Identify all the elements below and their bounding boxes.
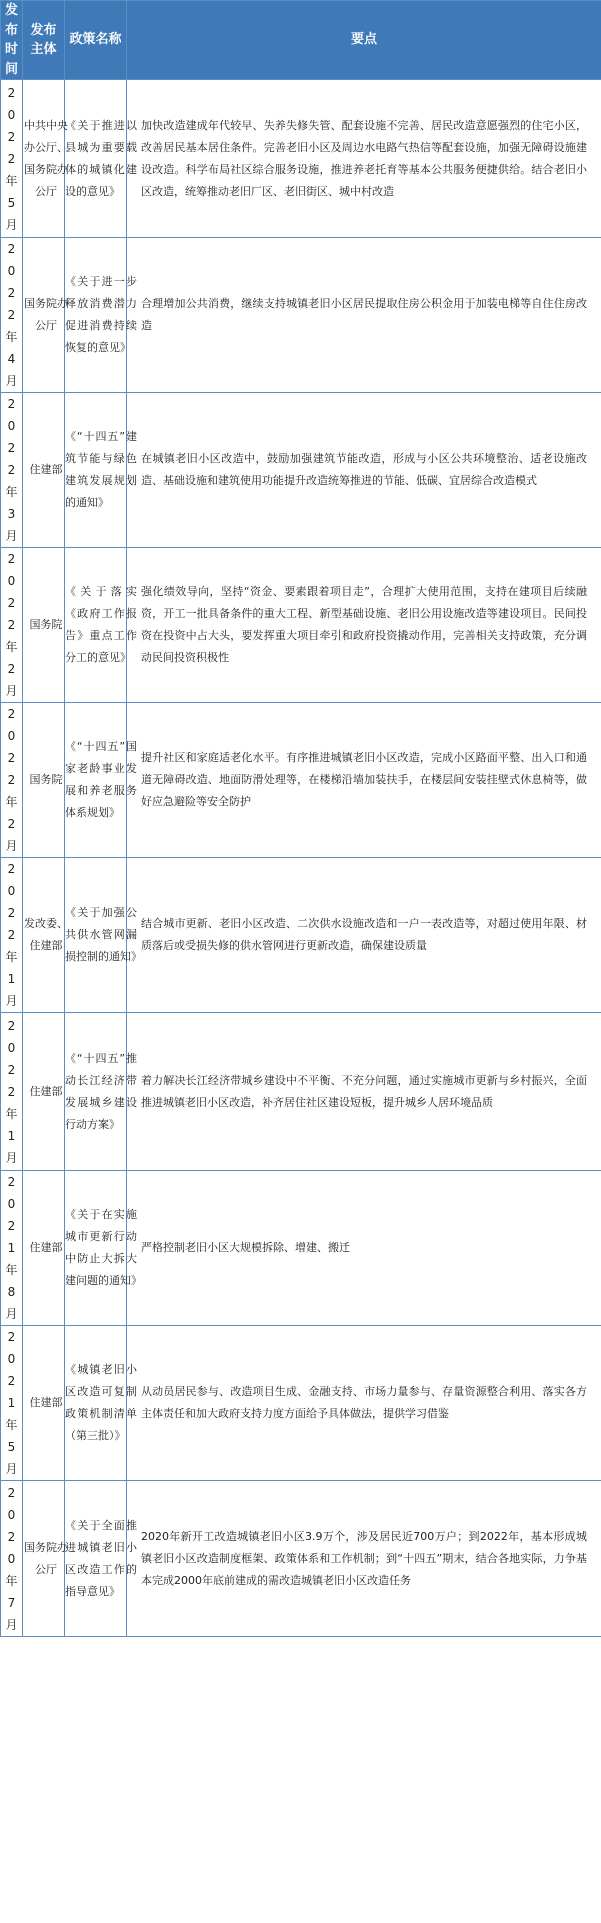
cell-points: 提升社区和家庭适老化水平。有序推进城镇老旧小区改造，完成小区路面平整、出入口和通道无障碍改造、地面防滑处理等，在楼梯沿墙加装扶手，在楼层间安装挂壁式休息椅等，做好应急避险等安全防护 bbox=[127, 703, 601, 858]
table-row bbox=[1, 703, 601, 858]
cell-policy: 《“十四五”建筑节能与绿色建筑发展规划的通知》 bbox=[65, 393, 127, 548]
table-row bbox=[1, 80, 601, 238]
cell-policy: 《“十四五”推动长江经济带发展城乡建设行动方案》 bbox=[65, 1013, 127, 1171]
cell-points: 强化绩效导向，坚持“资金、要素跟着项目走”，合理扩大使用范围，支持在建项目后续融资，开工一批具备条件的重大工程、新型基础设施、老旧公用设施改造等建设项目。民间投资在投资中占大头，要发挥重大项目牵引和政府投资撬动作用，完善相关支持政策，充分调动民间投资积极性 bbox=[127, 548, 601, 703]
header-points: 要点 bbox=[127, 1, 601, 80]
cell-points: 严格控制老旧小区大规模拆除、增建、搬迁 bbox=[127, 1171, 601, 1326]
cell-policy: 《关于在实施城市更新行动中防止大拆大建问题的通知》 bbox=[65, 1171, 127, 1326]
cell-issuer: 住建部 bbox=[23, 393, 65, 548]
cell-policy: 《关于落实《政府工作报告》重点工作分工的意见》 bbox=[65, 548, 127, 703]
cell-date: 2022年4月 bbox=[1, 238, 23, 393]
cell-issuer: 国务院办公厅 bbox=[23, 1481, 65, 1637]
cell-date: 2020年7月 bbox=[1, 1481, 23, 1637]
cell-issuer: 住建部 bbox=[23, 1013, 65, 1171]
cell-policy: 《“十四五”国家老龄事业发展和养老服务体系规划》 bbox=[65, 703, 127, 858]
table-row bbox=[1, 1481, 601, 1637]
table-row bbox=[1, 858, 601, 1013]
cell-points: 从动员居民参与、改造项目生成、金融支持、市场力量参与、存量资源整合利用、落实各方主体责任和加大政府支持力度方面给予具体做法，提供学习借鉴 bbox=[127, 1326, 601, 1481]
cell-policy: 《城镇老旧小区改造可复制政策机制清单（第三批）》 bbox=[65, 1326, 127, 1481]
cell-points: 2020年新开工改造城镇老旧小区3.9万个，涉及居民近700万户；到2022年，基本形成城镇老旧小区改造制度框架、政策体系和工作机制；到“十四五”期末，结合各地实际，力争基本完成2000年底前建成的需改造城镇老旧小区改造任务 bbox=[127, 1481, 601, 1637]
table-row bbox=[1, 238, 601, 393]
cell-policy: 《关于全面推进城镇老旧小区改造工作的指导意见》 bbox=[65, 1481, 127, 1637]
cell-policy: 《关于加强公共供水管网漏损控制的通知》 bbox=[65, 858, 127, 1013]
cell-issuer: 发改委、住建部 bbox=[23, 858, 65, 1013]
table-row bbox=[1, 1013, 601, 1171]
cell-date: 2021年5月 bbox=[1, 1326, 23, 1481]
table-row bbox=[1, 393, 601, 548]
header-policy: 政策名称 bbox=[65, 1, 127, 80]
header-issuer: 发布主体 bbox=[23, 1, 65, 80]
cell-date: 2022年5月 bbox=[1, 80, 23, 238]
cell-issuer: 国务院 bbox=[23, 703, 65, 858]
table-row bbox=[1, 1326, 601, 1481]
cell-points: 结合城市更新、老旧小区改造、二次供水设施改造和一户一表改造等，对超过使用年限、材质落后或受损失修的供水管网进行更新改造，确保建设质量 bbox=[127, 858, 601, 1013]
header-row bbox=[1, 1, 601, 80]
cell-policy: 《关于推进以县城为重要载体的城镇化建设的意见》 bbox=[65, 80, 127, 238]
cell-policy: 《关于进一步释放消费潜力促进消费持续恢复的意见》 bbox=[65, 238, 127, 393]
cell-points: 在城镇老旧小区改造中，鼓励加强建筑节能改造，形成与小区公共环境整治、适老设施改造、基础设施和建筑使用功能提升改造统筹推进的节能、低碳、宜居综合改造模式 bbox=[127, 393, 601, 548]
header-date: 发布时间 bbox=[1, 1, 23, 80]
cell-issuer: 中共中央办公厅、国务院办公厅 bbox=[23, 80, 65, 238]
cell-date: 2021年8月 bbox=[1, 1171, 23, 1326]
cell-date: 2022年2月 bbox=[1, 703, 23, 858]
cell-points: 着力解决长江经济带城乡建设中不平衡、不充分问题，通过实施城市更新与乡村振兴，全面推进城镇老旧小区改造，补齐居住社区建设短板，提升城乡人居环境品质 bbox=[127, 1013, 601, 1171]
cell-issuer: 住建部 bbox=[23, 1326, 65, 1481]
table-row bbox=[1, 548, 601, 703]
cell-date: 2022年1月 bbox=[1, 1013, 23, 1171]
cell-issuer: 国务院 bbox=[23, 548, 65, 703]
cell-date: 2022年3月 bbox=[1, 393, 23, 548]
cell-points: 合理增加公共消费，继续支持城镇老旧小区居民提取住房公积金用于加装电梯等自住住房改造 bbox=[127, 238, 601, 393]
cell-issuer: 住建部 bbox=[23, 1171, 65, 1326]
cell-date: 2022年1月 bbox=[1, 858, 23, 1013]
cell-date: 2022年2月 bbox=[1, 548, 23, 703]
cell-issuer: 国务院办公厅 bbox=[23, 238, 65, 393]
table-row bbox=[1, 1171, 601, 1326]
cell-points: 加快改造建成年代较早、失养失修失管、配套设施不完善、居民改造意愿强烈的住宅小区，改善居民基本居住条件。完善老旧小区及周边水电路气热信等配套设施，加强无障碍设施建设改造。科学布局社区综合服务设施，推进养老托育等基本公共服务便捷供给。结合老旧小区改造，统筹推动老旧厂区、老旧街区、城中村改造 bbox=[127, 80, 601, 238]
